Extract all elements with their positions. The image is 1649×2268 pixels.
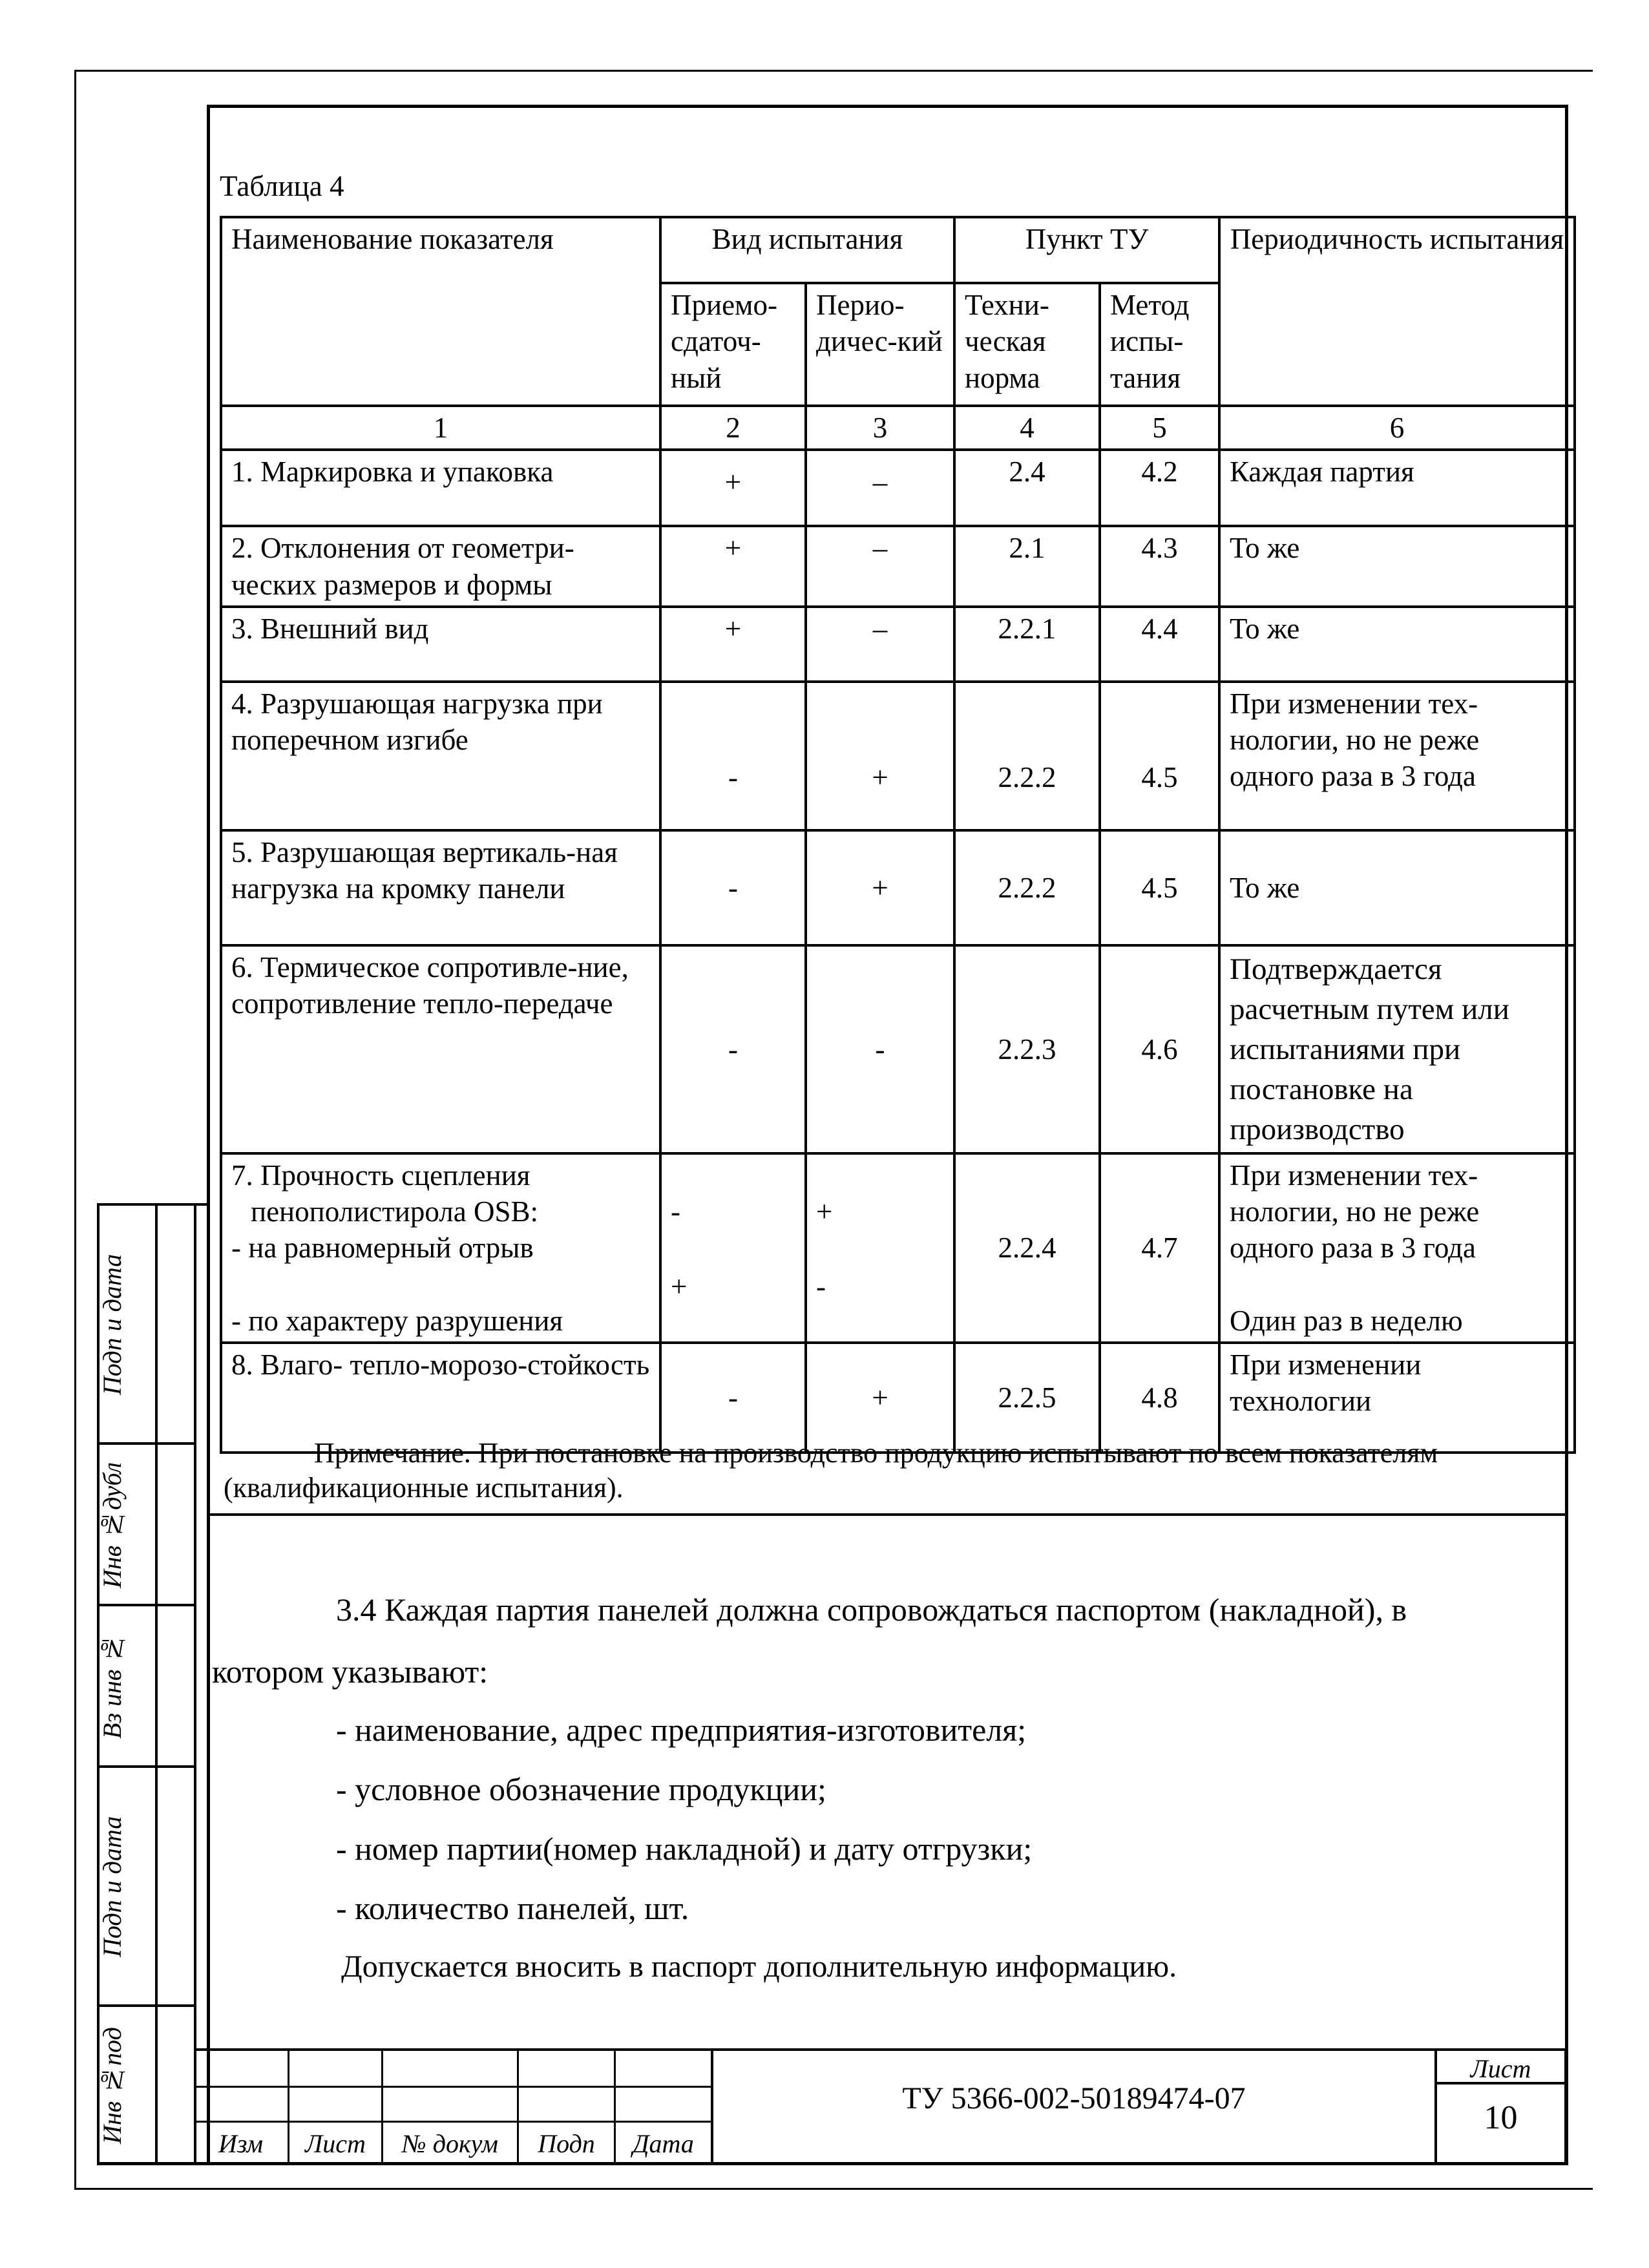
row-name: 8. Влаго- тепло-морозо-стойкость bbox=[221, 1343, 660, 1453]
col-number: 5 bbox=[1100, 406, 1219, 450]
row-norm: 2.2.5 bbox=[954, 1343, 1100, 1453]
row-name bbox=[221, 1153, 660, 1343]
table-row bbox=[221, 450, 1575, 526]
header-tu-clause: Пункт ТУ bbox=[954, 217, 1219, 283]
row-periodic: - bbox=[806, 945, 954, 1153]
row-acceptance: + bbox=[660, 526, 806, 607]
stamp-label-doc-no: № докум bbox=[402, 2129, 498, 2158]
side-strip-div4 bbox=[97, 2004, 196, 2007]
doc-code: ТУ 5366-002-50189474-07 bbox=[902, 2081, 1246, 2116]
row-norm: 2.4 bbox=[954, 450, 1100, 526]
table-row bbox=[221, 830, 1575, 945]
row-periodic: – bbox=[806, 526, 954, 607]
row-norm: 2.1 bbox=[954, 526, 1100, 607]
list-item: - количество панелей, шт. bbox=[336, 1890, 689, 1926]
row-method: 4.2 bbox=[1100, 450, 1219, 526]
side-strip-top bbox=[97, 1203, 210, 1206]
side-strip-div2 bbox=[97, 1604, 196, 1606]
row-acceptance: - bbox=[660, 945, 806, 1153]
table-row bbox=[221, 607, 1575, 682]
table-header-row bbox=[221, 217, 1575, 283]
inner-top-line bbox=[207, 105, 1567, 108]
row-method: 4.4 bbox=[1100, 607, 1219, 682]
row-periodic: + bbox=[806, 682, 954, 830]
table-title: Таблица 4 bbox=[220, 170, 344, 202]
row-name-line: пенополистирола OSB: bbox=[251, 1195, 539, 1228]
table-note-text: Примечание. При постановке на производство продукцию испытывают по всем показателям (квалификационные испытания). bbox=[224, 1437, 1438, 1504]
stamp-label-list: Лист bbox=[305, 2129, 366, 2158]
header-indicator: Наименование показателя bbox=[221, 217, 660, 406]
row-period: Каждая партия bbox=[1219, 450, 1575, 526]
stamp-label-date: Дата bbox=[633, 2129, 694, 2158]
side-strip-div3 bbox=[97, 1765, 196, 1768]
row-period-line: При изменении тех-нологии, но не реже одного раза в 3 года bbox=[1230, 1159, 1480, 1265]
row-period: То же bbox=[1219, 830, 1575, 945]
row-name: 6. Термическое сопротивле-ние, сопротивление тепло-передаче bbox=[221, 945, 660, 1153]
row-method: 4.6 bbox=[1100, 945, 1219, 1153]
stamp-top bbox=[194, 2048, 1567, 2051]
header-test-method: Метод испы-тания bbox=[1100, 283, 1219, 406]
row-periodic: – bbox=[806, 607, 954, 682]
side-label-inv-dubl: Инв №дубл bbox=[98, 1462, 127, 1588]
row-name-line: - на равномерный отрыв bbox=[231, 1232, 534, 1265]
side-label-vz-inv: Вз инв № bbox=[98, 1633, 127, 1739]
row-acceptance-value: - bbox=[671, 1195, 680, 1228]
row-periodic: + bbox=[806, 830, 954, 945]
col-number: 2 bbox=[660, 406, 806, 450]
section-paragraph-line1: 3.4 Каждая партия панелей должна сопровождаться паспортом (накладной), в bbox=[336, 1591, 1407, 1628]
row-method: 4.5 bbox=[1100, 682, 1219, 830]
row-method: 4.7 bbox=[1100, 1153, 1219, 1343]
row-period: То же bbox=[1219, 607, 1575, 682]
inner-left-line bbox=[207, 105, 210, 2165]
side-label-inv-pod: Инв №под bbox=[98, 2027, 127, 2145]
side-strip-mid bbox=[155, 1203, 158, 2165]
note-bottom-line bbox=[209, 1513, 1566, 1516]
row-method: 4.3 bbox=[1100, 526, 1219, 607]
col-number: 1 bbox=[221, 406, 660, 450]
row-name: 2. Отклонения от геометри-ческих размеров и формы bbox=[221, 526, 660, 607]
row-norm: 2.2.1 bbox=[954, 607, 1100, 682]
row-method: 4.8 bbox=[1100, 1343, 1219, 1453]
stamp-label-sign: Подп bbox=[538, 2129, 595, 2158]
title-block bbox=[194, 2048, 1567, 2163]
sheet-number: 10 bbox=[1484, 2099, 1518, 2136]
row-name: 5. Разрушающая вертикаль-ная нагрузка на кромку панели bbox=[221, 830, 660, 945]
row-acceptance: - bbox=[660, 1343, 806, 1453]
row-period bbox=[1219, 1153, 1575, 1343]
sheet-label: Лист bbox=[1470, 2054, 1531, 2083]
stamp-col-7 bbox=[1564, 2048, 1567, 2163]
stamp-row-2 bbox=[194, 2121, 711, 2123]
row-periodic: + bbox=[806, 1343, 954, 1453]
col-number: 3 bbox=[806, 406, 954, 450]
row-norm: 2.2.2 bbox=[954, 830, 1100, 945]
row-acceptance: - bbox=[660, 682, 806, 830]
test-table bbox=[220, 216, 1576, 1454]
row-periodic-value: - bbox=[816, 1270, 826, 1303]
row-period: При изменении технологии bbox=[1219, 1343, 1575, 1453]
row-name-line: - по характеру разрушения bbox=[231, 1304, 563, 1337]
header-test-type: Вид испытания bbox=[660, 217, 954, 283]
row-norm: 2.2.2 bbox=[954, 682, 1100, 830]
side-label-sign-date-1: Подп и дата bbox=[98, 1254, 127, 1396]
row-acceptance: + bbox=[660, 607, 806, 682]
row-name-line: 7. Прочность сцепления bbox=[231, 1159, 530, 1192]
side-strip-div1 bbox=[97, 1442, 196, 1445]
row-norm: 2.2.3 bbox=[954, 945, 1100, 1153]
outer-left-line bbox=[74, 70, 76, 2188]
col-number: 6 bbox=[1219, 406, 1575, 450]
row-periodic bbox=[806, 1153, 954, 1343]
table-row bbox=[221, 945, 1575, 1153]
row-period: Подтверждается расчетным путем или испытаниями при постановке на производство bbox=[1219, 945, 1575, 1153]
list-item: - наименование, адрес предприятия-изготовителя; bbox=[336, 1712, 1027, 1748]
row-period-line: Один раз в неделю bbox=[1230, 1304, 1463, 1337]
section-closing: Допускается вносить в паспорт дополнительную информацию. bbox=[341, 1949, 1177, 1984]
table-row bbox=[221, 1153, 1575, 1343]
stamp-row-1 bbox=[194, 2086, 711, 2088]
row-period: При изменении тех-нологии, но не реже одного раза в 3 года bbox=[1219, 682, 1575, 830]
row-acceptance-value: + bbox=[671, 1270, 688, 1303]
row-name: 3. Внешний вид bbox=[221, 607, 660, 682]
row-acceptance: - bbox=[660, 830, 806, 945]
side-strip-right bbox=[194, 1203, 196, 2165]
row-method: 4.5 bbox=[1100, 830, 1219, 945]
row-acceptance: + bbox=[660, 450, 806, 526]
outer-top-line bbox=[74, 70, 1593, 72]
row-period: То же bbox=[1219, 526, 1575, 607]
outer-bottom-line bbox=[74, 2188, 1593, 2190]
row-norm: 2.2.4 bbox=[954, 1153, 1100, 1343]
row-periodic-value: + bbox=[816, 1195, 833, 1228]
table-row bbox=[221, 526, 1575, 607]
row-periodic: – bbox=[806, 450, 954, 526]
list-item: - номер партии(номер накладной) и дату отгрузки; bbox=[336, 1831, 1033, 1867]
header-periodic: Перио-дичес-кий bbox=[806, 283, 954, 406]
col-number: 4 bbox=[954, 406, 1100, 450]
header-tech-norm: Техни-ческая норма bbox=[954, 283, 1100, 406]
header-periodicity: Периодичность испытания bbox=[1219, 217, 1575, 406]
table-note bbox=[224, 1436, 1561, 1505]
stamp-label-izm: Изм bbox=[218, 2129, 264, 2158]
section-paragraph-line2: котором указывают: bbox=[212, 1654, 488, 1690]
side-label-sign-date-2: Подп и дата bbox=[98, 1816, 127, 1958]
row-acceptance bbox=[660, 1153, 806, 1343]
row-name: 4. Разрушающая нагрузка при поперечном изгибе bbox=[221, 682, 660, 830]
header-acceptance: Приемо-сдаточ-ный bbox=[660, 283, 806, 406]
row-name: 1. Маркировка и упаковка bbox=[221, 450, 660, 526]
table-number-row bbox=[221, 406, 1575, 450]
table-row bbox=[221, 682, 1575, 830]
list-item: - условное обозначение продукции; bbox=[336, 1771, 826, 1807]
